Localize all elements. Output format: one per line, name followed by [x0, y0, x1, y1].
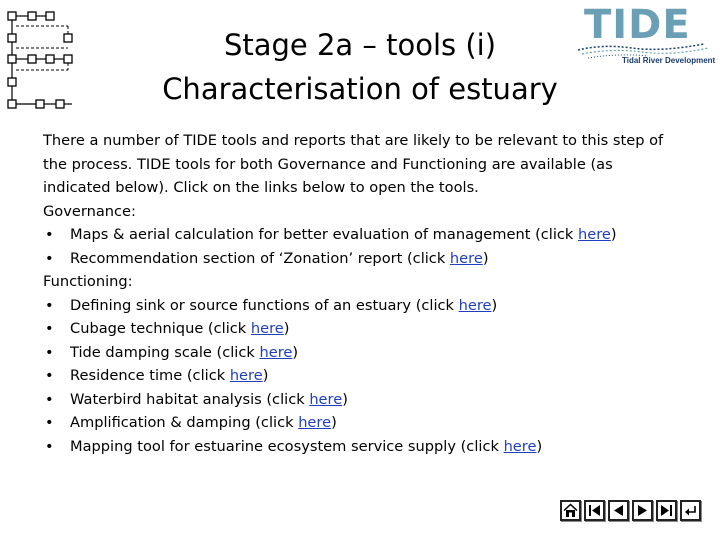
intro-line: the process. TIDE tools for both Governance and Functioning are available (as [43, 155, 613, 173]
slide-content [43, 129, 683, 458]
previous-icon [611, 503, 626, 518]
bullet-icon: • [45, 414, 54, 431]
item-suffix: ) [283, 320, 290, 337]
here-link[interactable]: here [298, 414, 332, 431]
bullet-icon: • [45, 390, 54, 408]
functioning-heading: Functioning: [43, 273, 133, 290]
first-icon [587, 503, 602, 518]
item-suffix: ) [262, 367, 269, 384]
list-item [43, 341, 683, 365]
list-item [43, 247, 683, 271]
list-item [43, 294, 683, 318]
bullet-icon: • [45, 367, 54, 384]
bullet-icon: • [45, 296, 54, 314]
return-icon [683, 503, 698, 518]
intro-line: There a number of TIDE tools and reports that are likely to be relevant to this step of [43, 132, 664, 149]
item-suffix: ) [491, 296, 498, 314]
tide-logo [572, 2, 716, 72]
last-icon [659, 503, 674, 518]
slide-title-line-1: Stage 2a – tools (i) [223, 28, 497, 62]
logo-text: TIDE [584, 2, 691, 48]
here-link[interactable]: here [458, 296, 492, 314]
logo-subtitle: Tidal River Development [622, 56, 716, 65]
item-suffix: ) [610, 226, 617, 243]
item-text: Maps & aerial calculation for better evaluation of management (click [70, 226, 579, 243]
here-link[interactable]: here [250, 320, 284, 337]
here-link[interactable]: here [449, 249, 483, 267]
here-link[interactable]: here [578, 226, 611, 243]
last-slide-button[interactable] [656, 500, 677, 521]
item-suffix: ) [482, 249, 489, 267]
item-text: Residence time (click [70, 367, 230, 384]
list-item [43, 388, 683, 412]
item-suffix: ) [292, 343, 299, 361]
item-text: Mapping tool for estuarine ecosystem service supply (click [70, 437, 504, 455]
list-item [43, 317, 683, 341]
item-text: Recommendation section of ‘Zonation’ report (click [70, 249, 450, 267]
bullet-icon: • [45, 343, 54, 361]
item-suffix: ) [342, 390, 348, 408]
here-link[interactable]: here [309, 390, 343, 408]
here-link[interactable]: here [503, 437, 537, 455]
return-button[interactable] [680, 500, 701, 521]
home-button[interactable] [560, 500, 581, 521]
slide-navigation [560, 500, 701, 521]
list-item [43, 411, 683, 435]
next-icon [635, 503, 650, 518]
list-item [43, 223, 683, 247]
intro-line: indicated below). Click on the links below to open the tools. [43, 179, 479, 196]
bullet-icon: • [45, 437, 54, 455]
first-slide-button[interactable] [584, 500, 605, 521]
here-link[interactable]: here [259, 343, 293, 361]
list-item [43, 364, 683, 388]
list-item [43, 435, 683, 459]
item-text: Amplification & damping (click [70, 414, 299, 431]
item-text: Cubage technique (click [70, 320, 251, 337]
previous-slide-button[interactable] [608, 500, 629, 521]
slide-title-line-2: Characterisation of estuary [162, 72, 558, 106]
item-suffix: ) [536, 437, 543, 455]
item-text: Waterbird habitat analysis (click [70, 390, 310, 408]
process-diagram-icon [6, 8, 76, 112]
here-link[interactable]: here [229, 367, 263, 384]
next-slide-button[interactable] [632, 500, 653, 521]
bullet-icon: • [45, 320, 54, 337]
governance-heading: Governance: [43, 202, 136, 220]
bullet-icon: • [45, 226, 54, 243]
item-suffix: ) [331, 414, 337, 431]
bullet-icon: • [45, 249, 54, 267]
item-text: Tide damping scale (click [70, 343, 260, 361]
home-icon [563, 503, 578, 518]
item-text: Defining sink or source functions of an estuary (click [70, 296, 459, 314]
